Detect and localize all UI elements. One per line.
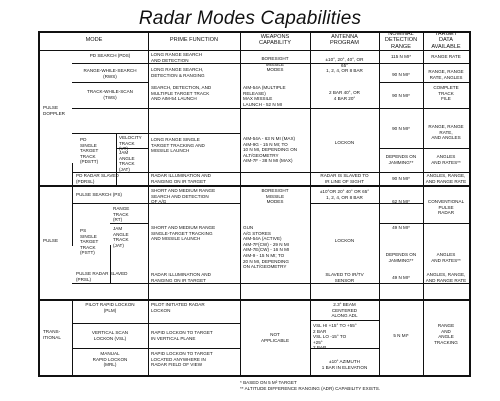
rws-function: LONG RANGE SEARCH, DETECTION & RANGING (151, 67, 205, 78)
header-weapons-capability: WEAPONS CAPABILITY (259, 34, 291, 47)
pd-search-target: RANGE RATE (431, 54, 461, 59)
transitional-target: RANGE AND ANGLE TRACKING (434, 323, 458, 345)
prsl-antenna: SLAVED TO IR/TV SENSOR (325, 272, 364, 283)
rws-target: RANGE, RANGE RATE, ANGLES (428, 69, 464, 80)
velocity-track-target: RANGE, RANGE RATE, AND ANGLES (428, 124, 464, 141)
pdstt-weapons: AIM-54A - 63 N MI (MAX) AIM-9G - 15 N MI; TO 10 N MI, DEPENDING ON ALT/GEOMETRY AIM-7F - 38 N MI (MAX) (243, 136, 298, 164)
vsl-antenna: VSL HI +15° TO +55° 2 BAR VSL LO -15° TO +25° 2 BAR (313, 323, 357, 351)
pulse-search-function: SHORT AND MEDIUM RANGE SEARCH AND DETECTION OF A/G (151, 188, 216, 205)
pd-jam-angle-track-range: DEPENDS ON JAMMING** (385, 154, 417, 165)
pd-search-range: 115 N MI* (390, 54, 412, 59)
mrl-mode: MANUAL RAPID LOCKON (MRL) (92, 351, 128, 368)
pd-search-mode: PD SEARCH (PDS) (89, 53, 131, 58)
pulse-search-antenna: ±10°OR 20° 40° OR 65° 1, 2, 4, OR 8 BAR (319, 189, 370, 200)
tws-function: SEARCH, DETECTION, AND MULTIPLE TARGET TRACK AND AIM-54 LAUNCH (151, 85, 212, 102)
pd-jam-angle-track-target: ANGLES AND RATES** (431, 154, 461, 165)
plm-function: PILOT INITIATED RADAR LOCKON (151, 302, 205, 313)
pstt-mode: PS SINGLE TARGET TRACK (PSTT) (80, 228, 99, 256)
pulse-jam-angle-track-mode: JAM ANGLE TRACK (JAT) (113, 226, 129, 248)
prsl-range: 49 N MI* (392, 275, 410, 280)
tws-antenna: 2 BAR 40°, OR 4 BAR 20° (329, 90, 360, 101)
rws-mode: RANGE-WHILE-SEARCH (RWS) (83, 68, 137, 79)
tws-mode: TRACK-WHILE-SCAN (TWS) (87, 89, 133, 100)
pstt-antenna: LOCKON (334, 238, 355, 243)
prsl-target: ANGLES, RANGE, AND RANGE RATE (425, 272, 467, 283)
header-target-data-available: TARGET DATA AVAILABLE (431, 31, 461, 50)
vsl-mode: VERTICAL SCAN LOCKON (VSL) (91, 330, 129, 341)
capabilities-table (38, 31, 471, 377)
pulse-search-target: CONVENTIONAL PULSE RADAR (427, 199, 465, 216)
pulse-search-weapons: BORESIGHT MISSILE MODES (261, 188, 289, 205)
prsl-mode: PULSE RADAR SLAVED (PRSL) (76, 271, 128, 282)
pd-search-function: LONG RANGE SEARCH AND DETECTION (151, 52, 203, 63)
pulse-jam-angle-track-target: ANGLES AND RATES** (431, 252, 461, 263)
pdrsl-function: RADAR ILLUMINATION AND RANGING ON IR TARGET (151, 173, 211, 184)
header-mode: MODE (85, 37, 103, 43)
pulse-search-range: 62 N MI* (392, 199, 410, 204)
pulse-jam-angle-track-range: DEPENDS ON JAMMING** (385, 252, 417, 263)
velocity-track-mode: VELOCITY TRACK (VT) (119, 135, 142, 152)
velocity-track-range: 90 N MI* (392, 126, 410, 131)
pdrsl-range: 90 N MI* (392, 176, 410, 181)
group-pulse: PULSE (43, 238, 59, 243)
range-track-mode: RANGE TRACK (RT) (113, 206, 130, 223)
header-nominal-detection-range: NOMINAL DETECTION RANGE (384, 31, 418, 50)
pdrsl-mode: PD RADAR SLAVED (PDRSL) (76, 173, 119, 184)
pdrsl-target: ANGLES, RANGE, AND RANGE RATE (425, 173, 467, 184)
mrl-function: RAPID LOCKON TO TARGET LOCATED ANYWHERE IN RADAR FIELD OF VIEW (151, 351, 213, 368)
tws-target: COMPLETE TRACK FILE (433, 85, 459, 102)
plm-antenna: 2.3° BEAM CENTERED ALONG ADL (331, 302, 358, 319)
page-title: Radar Modes Capabilities (138, 8, 362, 29)
vsl-function: RAPID LOCKON TO TARGET IN VERTICAL PLANE (151, 330, 213, 341)
header-prime-function: PRIME FUNCTION (169, 37, 219, 43)
pd-antenna-top: ±10°, 20°, 40°, OR 65° 1, 2, 4, OR 8 BAR (325, 57, 364, 74)
header-antenna-program: ANTENNA PROGRAM (330, 34, 359, 47)
pdstt-function: LONG RANGE SINGLE TARGET TRACKING AND MISSILE LAUNCH (151, 137, 205, 154)
plm-mode: PILOT RAPID LOCKON (PLM) (85, 302, 135, 313)
pd-boresight-weapons: BORESIGHT MISSILE MODES (261, 56, 289, 73)
tws-weapons: AIM-54A (MULTIPLE RELEASE) MAX MISSILE LAUNCH - 52 N MI (243, 85, 286, 107)
mrl-antenna: ±10° AZIMUTH 1 BAR IN ELEVATION (321, 359, 368, 370)
pdstt-mode: PD SINGLE TARGET TRACK (PDSTT) (80, 137, 99, 165)
range-track-range: 49 N MI* (392, 225, 410, 230)
prsl-function: RADAR ILLUMINATION AND RANGING ON IR TARGET (151, 272, 211, 283)
pdrsl-antenna: RADAR IS SLAVED TO IR LINE OF SIGHT (320, 173, 369, 184)
pdstt-antenna: LOCKON (334, 140, 355, 145)
pstt-function: SHORT AND MEDIUM RANGE SINGLE-TARGET TRACKING AND MISSILE LAUNCH (151, 225, 216, 242)
rws-range: 90 N MI* (392, 72, 410, 77)
pulse-search-mode: PULSE SEARCH (PS) (76, 192, 122, 197)
group-pulse-doppler: PULSE DOPPLER (43, 105, 65, 116)
pstt-weapons: GUN A/G STORES AIM-54A (ACTIVE) AIM-7F(CW) - 29 N MI AIM-7E(CW) - 16 N MI AIM-9 - 15 N MI; TO 20 N MI, DEPENDING ON ALT/GEOMETRY (243, 225, 290, 270)
footnotes: * BASED ON 5 M² TARGET ** ALTITUDE DIFFERENCE RANGING (ADR) CAPABILITY EXISTS. (240, 380, 381, 391)
pd-jam-angle-track-mode: JAM ANGLE TRACK (JAT) (119, 150, 135, 172)
transitional-range: 5 N MI* (393, 333, 409, 338)
tws-range: 90 N MI* (392, 93, 410, 98)
transitional-weapons: NOT APPLICABLE (260, 332, 290, 343)
group-transitional: TRANS- ITIONAL (43, 329, 61, 340)
